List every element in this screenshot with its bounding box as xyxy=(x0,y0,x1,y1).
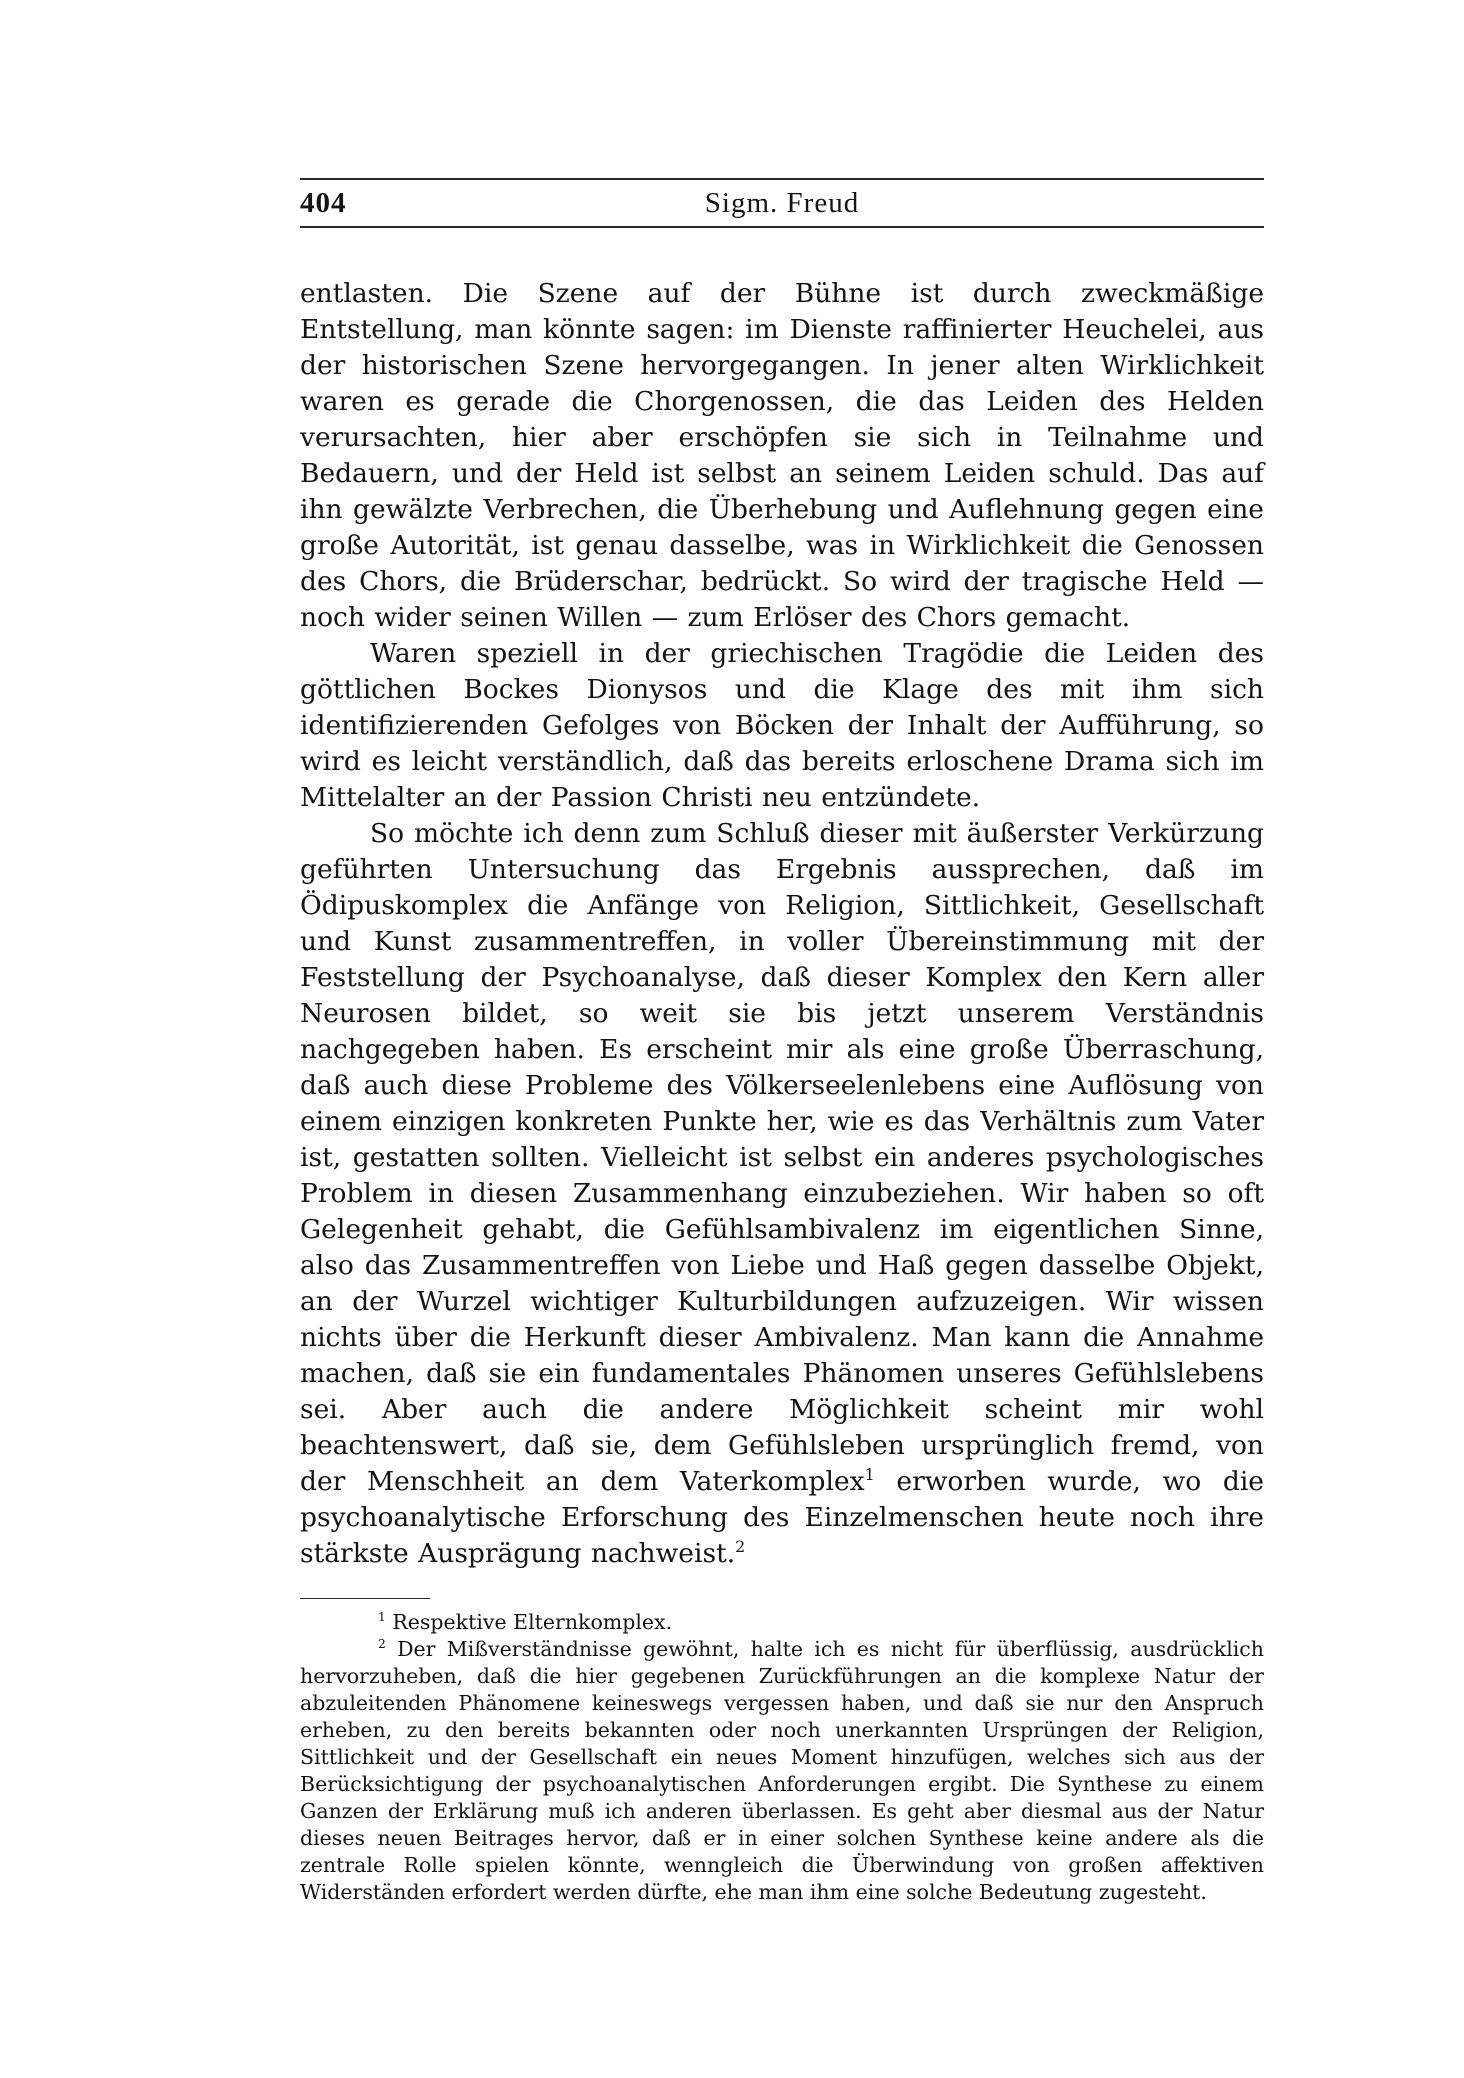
header-bottom-rule xyxy=(300,226,1264,228)
footnote xyxy=(300,1636,1264,1906)
footnote-marker: 1 xyxy=(378,1610,386,1625)
footnotes xyxy=(300,1609,1264,1906)
running-head: Sigm. Freud xyxy=(704,187,860,219)
footnote xyxy=(300,1609,1264,1636)
paragraph-text: So möchte ich denn zum Schluß dieser mit äußerster Verkürzung geführten Untersuchung das Ergebnis aussprechen, daß im Ödipuskomplex die Anfänge von Religion, Sittlichkeit, Gesellschaft und Kunst zusammentreffen, in voller Übereinstimmung mit der Feststellung der Psychoanalyse, daß dieser Komplex den Kern aller Neurosen bildet, so weit sie bis jetzt unserem Verständnis nachgegeben haben. Es erscheint mir als eine große Überraschung, daß auch diese Probleme des Völkerseelenlebens eine Auflösung von einem einzigen konkreten Punkte her, wie es das Verhältnis zum Vater ist, gestatten sollten. Vielleicht ist selbst ein anderes psychologisches Problem in diesen Zusammenhang einzubeziehen. Wir haben so oft Gelegenheit gehabt, die Gefühlsambivalenz im eigentlichen Sinne, also das Zusammentreffen von Liebe und Haß gegen dasselbe Objekt, an der Wurzel wichtiger Kulturbildungen aufzuzeigen. Wir wissen nichts über die Herkunft dieser Ambivalenz. Man kann die Annahme machen, daß sie ein fundamentales Phänomen unseres Gefühlslebens sei. Aber auch die andere Möglichkeit scheint mir wohl beachtenswert, daß sie, dem Gefühlsleben ursprünglich fremd, von der Menschheit an dem Vaterkomplex xyxy=(300,818,1264,1497)
footnote-ref: 2 xyxy=(735,1537,746,1557)
book-page xyxy=(300,178,1264,1906)
footnote-text: Respektive Elternkomplex. xyxy=(385,1610,673,1634)
paragraph-text: erworben wurde, wo die psychoanalytische Erforschung des Einzelmenschen heute noch ihre stärkste Ausprägung nachweist. xyxy=(300,1466,1264,1569)
paragraph xyxy=(300,816,1264,1572)
body-text xyxy=(300,276,1264,1572)
footnote-ref: 1 xyxy=(864,1465,875,1485)
paragraph: entlasten. Die Szene auf der Bühne ist durch zweckmäßige Entstellung, man könnte sagen: im Dienste raffinierter Heuchelei, aus der historischen Szene hervorgegangen. In jener alten Wirklichkeit waren es gerade die Chorgenossen, die das Leiden des Helden verursachten, hier aber erschöpfen sie sich in Teilnahme und Bedauern, und der Held ist selbst an seinem Leiden schuld. Das auf ihn gewälzte Verbrechen, die Überhebung und Auflehnung gegen eine große Autorität, ist genau dasselbe, was in Wirklichkeit die Genossen des Chors, die Brüderschar, bedrückt. So wird der tragische Held — noch wider seinen Willen — zum Erlöser des Chors gemacht. xyxy=(300,278,1264,633)
paragraph: Waren speziell in der griechischen Tragödie die Leiden des göttlichen Bockes Dionysos und die Klage des mit ihm sich identifizierenden Gefolges von Böcken der Inhalt der Aufführung, so wird es leicht verständlich, daß das bereits erloschene Drama sich im Mittelalter an der Passion Christi neu entzündete. xyxy=(300,638,1264,813)
page-header xyxy=(300,180,1264,226)
footnote-text: Der Mißverständnisse gewöhnt, halte ich es nicht für überflüssig, ausdrücklich hervorzuheben, daß die hier gegebenen Zurückführungen an die komplexe Natur der abzuleitenden Phänomene keineswegs vergessen haben, und daß sie nur den Anspruch erheben, zu den bereits bekannten oder noch unerkannten Ursprüngen der Religion, Sittlichkeit und der Gesellschaft ein neues Moment hinzufügen, welches sich aus der Berücksichtigung der psychoanalytischen Anforderungen ergibt. Die Synthese zu einem Ganzen der Erklärung muß ich anderen überlassen. Es geht aber diesmal aus der Natur dieses neuen Beitrages hervor, daß er in einer solchen Synthese keine andere als die zentrale Rolle spielen könnte, wenngleich die Überwindung von großen affektiven Widerständen erfordert werden dürfte, ehe man ihm eine solche Bedeutung zugesteht. xyxy=(300,1637,1264,1904)
page-number: 404 xyxy=(300,187,347,219)
footnote-separator xyxy=(300,1598,430,1599)
footnote-marker: 2 xyxy=(378,1637,386,1652)
